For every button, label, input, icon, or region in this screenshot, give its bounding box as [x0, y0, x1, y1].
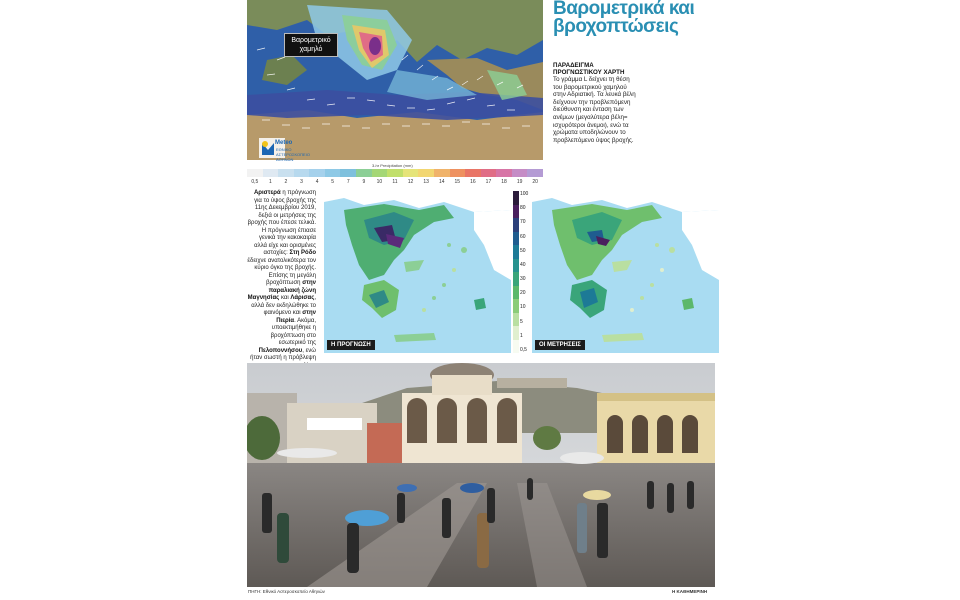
rainy-square-photo: [247, 363, 715, 587]
scale-swatch: [481, 169, 497, 177]
headline: Βαρομετρικά και βροχοπτώσεις: [553, 0, 695, 37]
article-bold: στην παραλιακή ζώνη Μαγνησίας: [247, 280, 316, 301]
article-span: , αλλά δεν εκδηλώθηκε το φαινόμενο και: [251, 295, 316, 316]
legend-swatch: [513, 191, 519, 205]
legend-swatch: [513, 286, 519, 300]
article-span: και: [279, 295, 291, 301]
scale-label: 0,5: [251, 179, 259, 185]
scale-swatch: [309, 169, 325, 177]
legend-swatch: [513, 340, 519, 354]
legend-label: 5: [520, 318, 523, 325]
article-bold: Λάρισας: [290, 295, 315, 301]
greece-map-graphic: [532, 190, 719, 353]
forecast-greece-map: [324, 190, 511, 353]
scale-label: 5: [331, 179, 335, 185]
rainfall-legend-bar: [513, 191, 519, 353]
scale-swatch: [465, 169, 481, 177]
scale-swatch: [294, 169, 310, 177]
article-span: , ενώ ήταν σωστή η πρόβλεψη: [250, 347, 316, 361]
article-bold: Πελοποννήσου: [258, 347, 303, 354]
photo-graphic: [247, 363, 715, 587]
legend-label: 20: [520, 290, 526, 297]
scale-label: 4: [315, 179, 319, 185]
scale-swatch: [434, 169, 450, 177]
legend-label: 80: [520, 205, 526, 212]
legend-swatch: [513, 313, 519, 327]
greece-map-graphic: [324, 190, 511, 353]
scale-swatch: [247, 169, 263, 177]
scale-label: 1: [268, 179, 272, 185]
scale-label: 3: [300, 179, 303, 185]
legend-swatch: [513, 232, 519, 246]
meteo-logo-subtitle: ΕΘΝΙΚΟ ΑΣΤΕΡΟΣΚΟΠΕΙΟ ΑΘΗΝΩΝ: [276, 147, 310, 162]
forecast-map: [247, 0, 543, 160]
legend-swatch: [513, 272, 519, 286]
article-span: έδειχνε ανατολικότερα τον κύριο όγκο της βροχής. Επίσης τη μεγάλη βροχόπτωση: [247, 257, 316, 286]
rainfall-legend-labels: [520, 191, 532, 353]
meteo-logo-name: Meteo: [275, 140, 293, 146]
legend-label: 100: [520, 191, 529, 197]
scale-swatch: [340, 169, 356, 177]
scale-label: 10: [376, 179, 383, 185]
article-bold: στην Πιερία: [276, 310, 316, 324]
scale-label: 2: [284, 179, 288, 185]
scale-swatch: [387, 169, 403, 177]
legend-label: 0,5: [520, 346, 527, 353]
scale-label: 16: [470, 179, 476, 185]
scale-label: 18: [501, 179, 507, 185]
article-text: [247, 190, 316, 370]
scale-label: 20: [532, 179, 538, 185]
scale-label: 15: [454, 179, 461, 185]
photo-credit: ΠΗΓΗ: Εθνικό Αστεροσκοπείο Αθηνών: [248, 589, 325, 594]
scale-swatch: [263, 169, 279, 177]
legend-label: 40: [520, 261, 526, 268]
legend-label: 30: [520, 276, 526, 283]
scale-swatch: [450, 169, 466, 177]
scale-swatch: [372, 169, 388, 177]
scale-label: 13: [423, 179, 429, 185]
scale-swatch: [418, 169, 434, 177]
caption-body: Το γράμμα L δείχνει τη θέση του βαρομετρικού χαμηλού στην Αδριατική. Τα λευκά βέλη δείχνουν την προβλεπόμενη διεύθυνση και ένταση των ανέμων (μεγαλύτερα βέλη= ισχυρότεροι άνεμοι), ενώ τα χρώματα υποδηλώνουν το προβλεπόμενο ύψος βροχής.: [553, 76, 636, 144]
legend-label: 60: [520, 233, 526, 240]
measured-map-label: ΟΙ ΜΕΤΡΗΣΕΙΣ: [535, 340, 585, 350]
article-span: . Ακόμα, υποεκτιμήθηκε η βροχόπτωση στο εσωτερικό της: [270, 317, 316, 346]
scale-label: 17: [485, 179, 492, 185]
barometric-low-label: Βαρομετρικό χαμηλό: [284, 33, 338, 57]
scale-label: 11: [392, 179, 398, 185]
scale-label: 19: [516, 179, 523, 185]
legend-label: 1: [520, 332, 523, 339]
article-lead: Αριστερά: [253, 190, 281, 196]
scale-label: 12: [407, 179, 414, 185]
measured-greece-map: [532, 190, 719, 353]
newspaper-name: Η ΚΑΘΗΜΕΡΙΝΗ: [672, 589, 708, 594]
scale-swatch: [403, 169, 419, 177]
legend-swatch: [513, 218, 519, 232]
article-span: η πρόγνωση για το ύψος βροχής της 11ης Δεκεμβρίου 2019, δεξιά οι μετρήσεις της βροχής που έπεσε τελικά. Η πρόγνωση έπιασε γενικά την κακοκαιρία αλλά είχε και ορισμένες αστοχίες:: [247, 190, 316, 256]
precipitation-scale-labels: [247, 179, 543, 185]
precipitation-scale-bar: [247, 169, 543, 177]
scale-swatch: [496, 169, 512, 177]
forecast-map-graphic: [247, 0, 543, 160]
forecast-map-label: Η ΠΡΟΓΝΩΣΗ: [327, 340, 375, 350]
article-bold: Στη Ρόδο: [289, 250, 316, 256]
legend-swatch: [513, 205, 519, 219]
scale-label: 14: [438, 179, 445, 185]
scale-title: 3-hr Precipitation (mm): [372, 163, 413, 168]
legend-swatch: [513, 326, 519, 340]
scale-label: 9: [362, 179, 366, 185]
scale-swatch: [278, 169, 294, 177]
legend-swatch: [513, 245, 519, 259]
caption-title: ΠΑΡΑΔΕΙΓΜΑ ΠΡΟΓΝΩΣΤΙΚΟΥ ΧΑΡΤΗ: [553, 62, 625, 76]
scale-swatch: [527, 169, 543, 177]
scale-swatch: [325, 169, 341, 177]
legend-label: 50: [520, 247, 526, 254]
legend-label: 10: [520, 304, 526, 311]
legend-swatch: [513, 259, 519, 273]
legend-swatch: [513, 299, 519, 313]
scale-label: 7: [346, 179, 350, 185]
legend-label: 70: [520, 219, 526, 226]
scale-swatch: [356, 169, 372, 177]
scale-swatch: [512, 169, 528, 177]
